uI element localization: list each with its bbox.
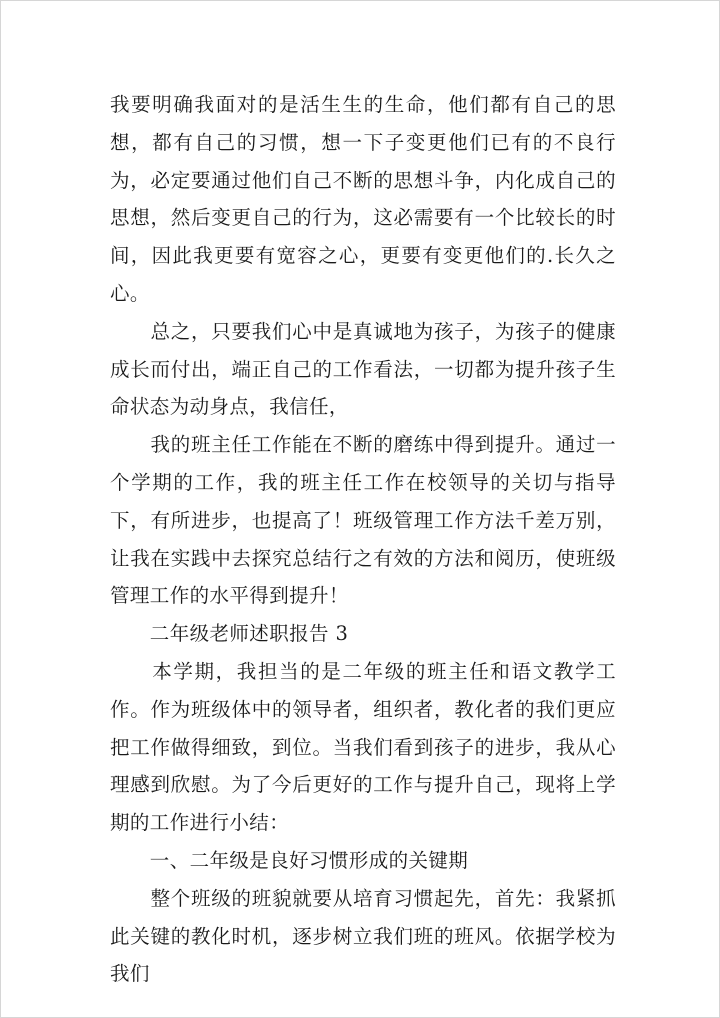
paragraph-1: 我要明确我面对的是活生生的生命，他们都有自己的思想，都有自己的习惯，想一下子变更他们已有的不良行为，必定要通过他们自己不断的思想斗争，内化成自己的思想，然后变更自己的行为，这必需要有一个比较长的时间，因此我更要有宽容之心，更要有变更他们的.长久之心。	[110, 93, 616, 305]
subsection-heading: 一、二年级是良好习惯形成的关键期	[110, 848, 469, 872]
paragraph-4: 本学期，我担当的是二年级的班主任和语文教学工作。作为班级体中的领导者，组织者，教化者的我们更应把工作做得细致，到位。当我们看到孩子的进步，我从心理感到欣慰。为了今后更好的工作与提升自己，现将上学期的工作进行小结：	[110, 659, 616, 835]
paragraph-2: 总之，只要我们心中是真诚地为孩子，为孩子的健康成长而付出，端正自己的工作看法，一切都为提升孩子生命状态为动身点，我信任，	[110, 319, 616, 419]
paragraph-3: 我的班主任工作能在不断的磨练中得到提升。通过一个学期的工作，我的班主任工作在校领导的关切与指导下，有所进步，也提高了！班级管理工作方法千差万别，让我在实践中去探究总结行之有效的方法和阅历，使班级管理工作的水平得到提升！	[110, 433, 616, 608]
section-heading: 二年级老师述职报告 3	[110, 622, 349, 646]
document-body	[110, 86, 616, 993]
paragraph-5: 整个班级的班貌就要从培育习惯起先，首先：我紧抓此关键的教化时机，逐步树立我们班的班风。依据学校为我们	[110, 886, 616, 986]
